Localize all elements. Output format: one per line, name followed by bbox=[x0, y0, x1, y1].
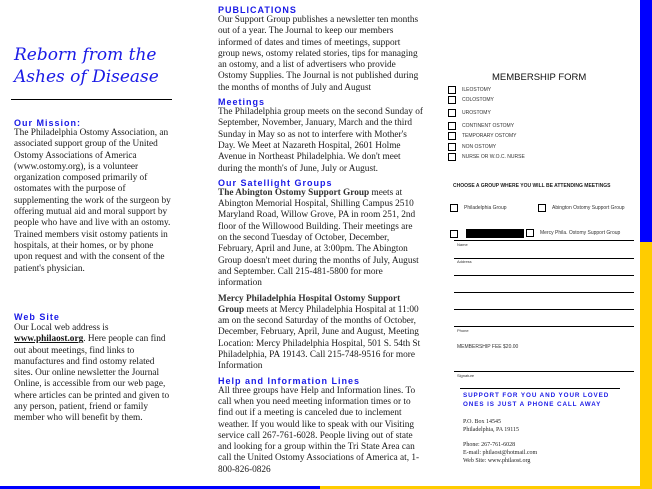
address-line-2[interactable] bbox=[454, 275, 634, 276]
form-title: MEMBERSHIP FORM bbox=[492, 72, 587, 83]
name-label: Name bbox=[457, 242, 468, 247]
option-label: ILEOSTOMY bbox=[462, 87, 492, 93]
publications-text: Our Support Group publishes a newsletter ten months out of a year. The Journal to keep our members informed of dates and times of meetings, support group news, ostomy related stories, tips for managing an ostomy, and a list of advertisers who provide Ostomy Supplies. The Journal is not published during the months of months of July and August bbox=[218, 15, 419, 93]
option-label: CONTINENT OSTOMY bbox=[462, 123, 515, 129]
checkbox[interactable] bbox=[448, 109, 456, 117]
redacted-label bbox=[466, 229, 524, 238]
meetings-text: The Philadelphia group meets on the second Sunday of September, November, January, March and the third Sunday in May so as not to interfere with Mother's Day. We Meet at Nazareth Hospital, 2601 Holme Avenue in Northeast Philadelphia. We don't meet during the month's of June, July or August. bbox=[218, 107, 424, 174]
satellite-groups-heading: Our Satellight Groups bbox=[218, 177, 333, 188]
phone-field[interactable] bbox=[454, 326, 634, 327]
abington-group-text bbox=[218, 188, 423, 290]
title-divider bbox=[11, 99, 172, 100]
checkbox[interactable] bbox=[448, 122, 456, 130]
address-field[interactable] bbox=[454, 258, 634, 259]
mercy-group-text bbox=[218, 294, 423, 373]
contact-phone: Phone: 267-761-6028 bbox=[463, 442, 516, 448]
option-label: TEMPORARY OSTOMY bbox=[462, 133, 517, 139]
address-label: Address bbox=[457, 259, 472, 264]
option-label: UROSTOMY bbox=[462, 110, 491, 116]
contact-info bbox=[463, 418, 537, 465]
checkbox[interactable] bbox=[538, 204, 546, 212]
yellow-side-bar bbox=[640, 242, 652, 489]
po-box: P.O. Box 14545 bbox=[463, 419, 502, 425]
help-lines-text: All three groups have Help and Information lines. To call when you need meeting information times or to find out if a meeting is canceled due to inclement weather. If you would like to speak with our Visiting service call 267-761-6028. People living out of state and looking for a group within the Tri State Area can call the United Ostomy Associations of America at, 1-800-826-0826 bbox=[218, 385, 420, 475]
publications-heading: PUBLICATIONS bbox=[218, 5, 297, 15]
checkbox[interactable] bbox=[448, 86, 456, 94]
abington-group-name: The Abington Ostomy Support Group bbox=[218, 187, 370, 198]
membership-fee: MEMBERSHIP FEE $20.00 bbox=[457, 344, 519, 350]
ostomy-option-non-ostomy[interactable] bbox=[448, 143, 496, 151]
abington-group-details: meets at Abington Memorial Hospital, Shilling Campus 2510 Maryland Road, Willow Grove, PA in room 251, 2nd floor of the Willowood Building. Their meetings are on the second Tuesday of October, December, February, April and June, at 3:00pm. The Abington Group doesn't meet during the months of July, August and September. Call 215-481-5800 for more information bbox=[218, 187, 419, 289]
ostomy-option-nurse[interactable] bbox=[448, 153, 525, 161]
title-line-1: Reborn from the bbox=[14, 45, 157, 65]
ostomy-option-ileostomy[interactable] bbox=[448, 86, 491, 94]
checkbox[interactable] bbox=[450, 204, 458, 212]
contact-website[interactable]: Web Site: www.philaost.org bbox=[463, 458, 531, 464]
web-intro: Our Local web address is bbox=[14, 323, 109, 333]
signature-label: Signature bbox=[457, 373, 475, 378]
group-option-redacted[interactable] bbox=[450, 229, 530, 238]
mercy-group-details: meets at Mercy Philadelphia Hospital at 11:00 am on the second Saturday of the months of October, December, February, April, June and August, Meeting Location: Mercy Philadelphia Hospital, 501 S. 54th St Philadelphia, PA 19143. Call 215-748-9516 for more Information bbox=[218, 304, 421, 372]
phone-label: Phone bbox=[457, 328, 469, 333]
checkbox[interactable] bbox=[448, 132, 456, 140]
checkbox[interactable] bbox=[448, 153, 456, 161]
web-site-text bbox=[14, 323, 174, 425]
option-label: COLOSTOMY bbox=[462, 97, 494, 103]
ostomy-option-temporary[interactable] bbox=[448, 132, 516, 140]
group-option-philadelphia[interactable] bbox=[450, 204, 507, 212]
checkbox[interactable] bbox=[448, 143, 456, 151]
web-site-heading: Web Site bbox=[14, 312, 60, 322]
ostomy-option-colostomy[interactable] bbox=[448, 96, 494, 104]
name-field[interactable] bbox=[454, 240, 634, 241]
option-label: NON OSTOMY bbox=[462, 144, 497, 150]
option-label: NURSE OR W.O.C. NURSE bbox=[462, 154, 525, 160]
checkbox[interactable] bbox=[450, 230, 458, 238]
web-description: . Here people can find out about meetings, find links to manufactures and find ostomy related sites. Our online newsletter the Journal Online, is accessible from our web page, where articles can be printed and given to any person, patient, friend or family member who will benefit by them. bbox=[14, 334, 170, 424]
group-option-mercy[interactable] bbox=[526, 229, 620, 237]
support-tagline: SUPPORT FOR YOU AND YOUR LOVED ONES IS JUST A PHONE CALL AWAY bbox=[463, 392, 610, 408]
option-label: Abington Ostomy Support Group bbox=[552, 205, 625, 211]
info-column bbox=[218, 2, 423, 477]
web-site-link[interactable]: www.philaost.org bbox=[14, 334, 84, 345]
ostomy-option-continent[interactable] bbox=[448, 122, 514, 130]
group-option-abington[interactable] bbox=[538, 204, 625, 212]
choose-group-heading: CHOOSE A GROUP WHERE YOU WILL BE ATTENDING MEETINGS bbox=[453, 183, 611, 189]
option-label: Mercy Phila. Ostomy Support Group bbox=[540, 230, 621, 236]
option-label: Philadelphia Group bbox=[464, 205, 507, 211]
form-bottom-rule bbox=[460, 388, 620, 389]
address-line-4[interactable] bbox=[454, 309, 634, 310]
contact-email[interactable]: E-mail: philaost@hotmail.com bbox=[463, 450, 538, 456]
city-state-zip: Philadelphia, PA 19115 bbox=[463, 427, 520, 433]
mission-text: The Philadelphia Ostomy Association, an associated support group of the United Ostomy Associations of America (www.ostomy.org), is a volunteer organization composed primarily of ostomates with the purpose of supplementing the work of the surgeon by offering mutual aid and moral support by people who have and live with an ostomy. Trained members visit ostomy patients in hospitals, at their homes, or by phone upon request and with the consent of the patient's physician. bbox=[14, 128, 171, 274]
checkbox[interactable] bbox=[448, 96, 456, 104]
brochure-title bbox=[14, 44, 184, 88]
meetings-heading: Meetings bbox=[218, 97, 266, 108]
signature-field[interactable] bbox=[454, 371, 634, 372]
blue-side-bar bbox=[640, 0, 652, 242]
mission-heading: Our Mission: bbox=[14, 118, 82, 128]
ostomy-option-urostomy[interactable] bbox=[448, 109, 491, 117]
checkbox[interactable] bbox=[526, 229, 534, 237]
membership-form bbox=[448, 0, 643, 489]
title-line-2: Ashes of Disease bbox=[14, 67, 159, 87]
mercy-group-name: Mercy Philadelphia Hospital Ostomy Support Group bbox=[218, 293, 401, 315]
address-line-3[interactable] bbox=[454, 292, 634, 293]
help-lines-heading: Help and Information Lines bbox=[218, 375, 361, 386]
